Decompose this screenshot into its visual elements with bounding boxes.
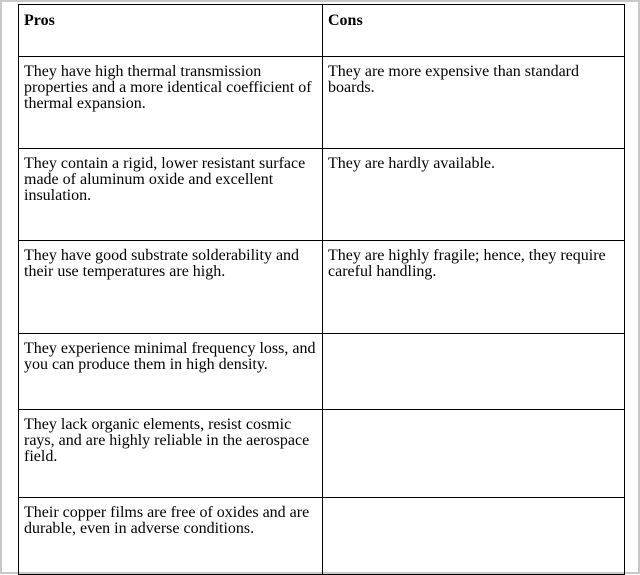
con-cell: They are highly fragile; hence, they require careful handling. [323,241,625,334]
table-row [19,334,625,410]
table-row [19,241,625,334]
table-header-row [19,5,625,57]
table-row [19,410,625,498]
con-cell [323,410,625,498]
pros-header: Pros [19,5,323,57]
table-row [19,149,625,241]
pro-cell: They contain a rigid, lower resistant surface made of aluminum oxide and excellent insulation. [19,149,323,241]
pro-cell: They have good substrate solderability and their use temperatures are high. [19,241,323,334]
con-cell [323,334,625,410]
table-row [19,498,625,575]
pro-cell: They lack organic elements, resist cosmic rays, and are highly reliable in the aerospace field. [19,410,323,498]
con-cell [323,498,625,575]
pro-cell: Their copper films are free of oxides and are durable, even in adverse conditions. [19,498,323,575]
table-row [19,57,625,149]
pros-cons-table [18,4,625,575]
cons-header: Cons [323,5,625,57]
con-cell: They are hardly available. [323,149,625,241]
pro-cell: They experience minimal frequency loss, and you can produce them in high density. [19,334,323,410]
pro-cell: They have high thermal transmission properties and a more identical coefficient of thermal expansion. [19,57,323,149]
con-cell: They are more expensive than standard boards. [323,57,625,149]
